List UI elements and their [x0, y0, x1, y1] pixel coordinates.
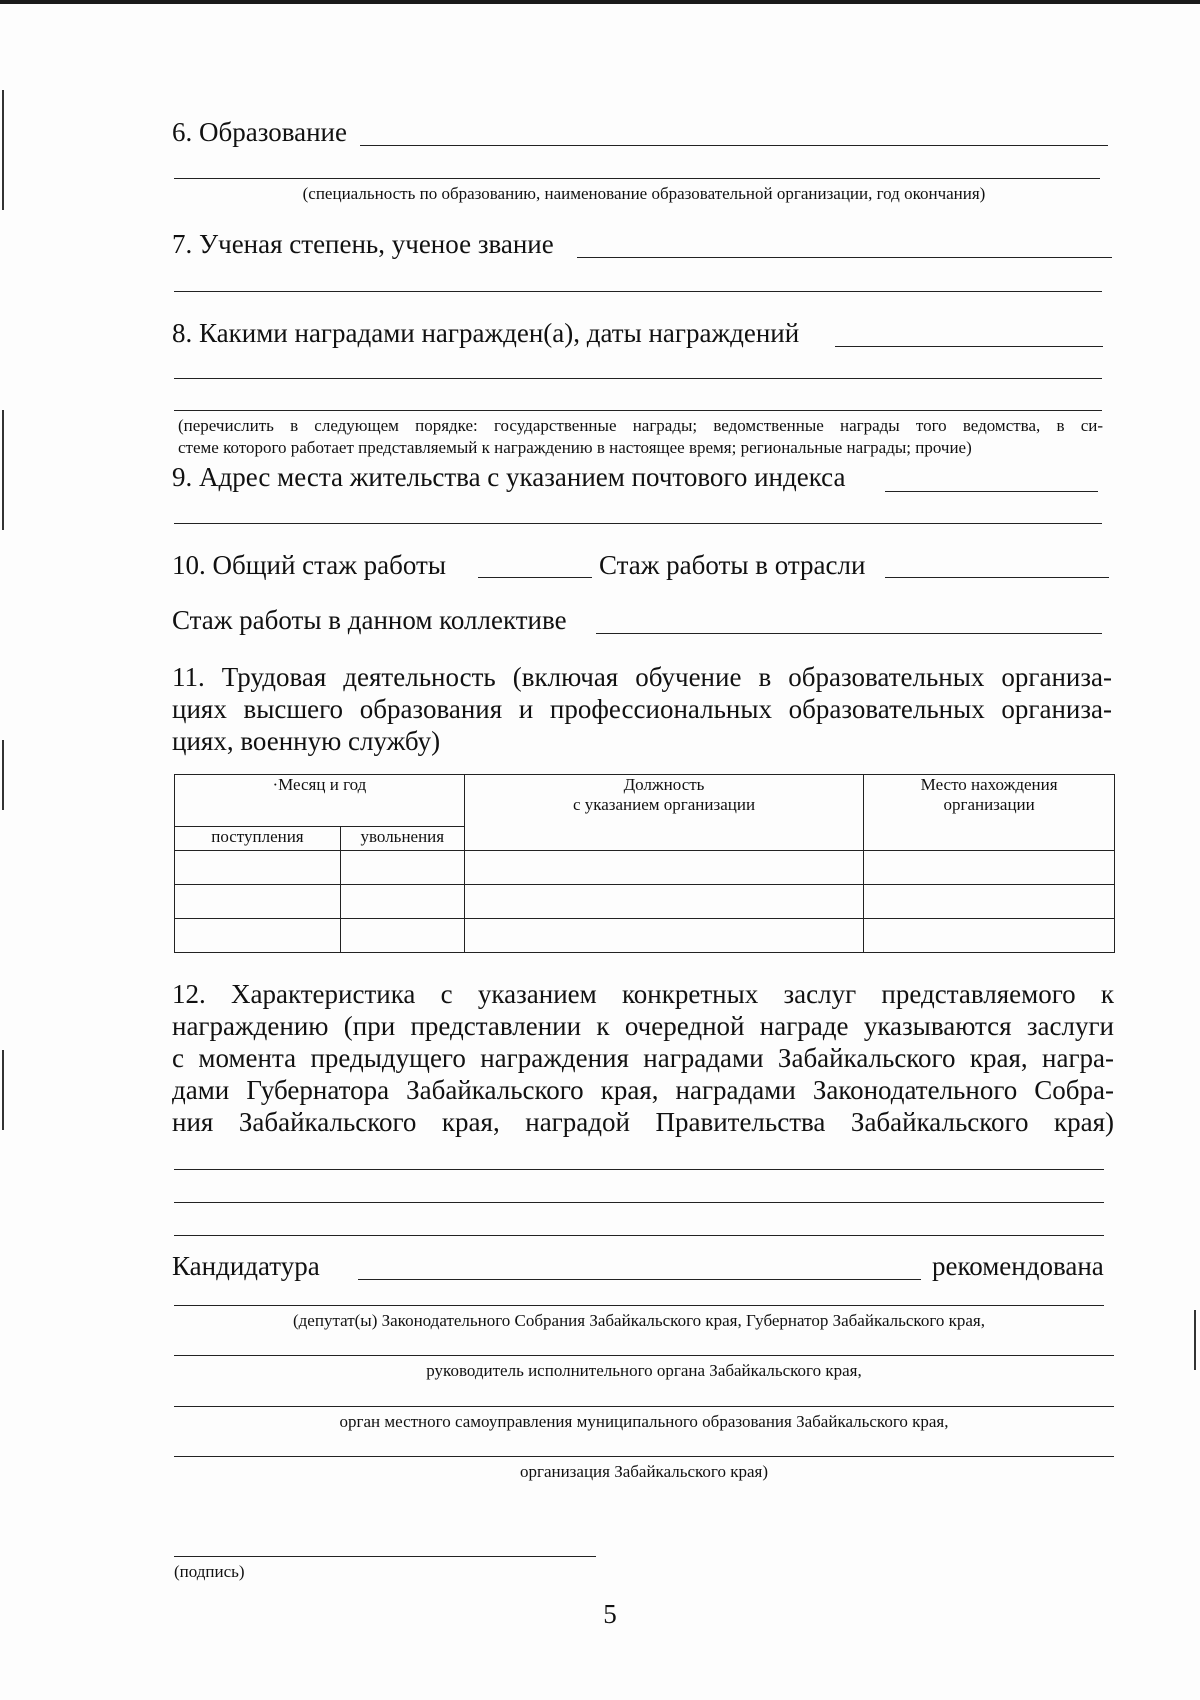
characteristic-line-3: с момента предыдущего награждения наградами Забайкальского края, награ- — [172, 1043, 1114, 1073]
characteristic-field-line-2[interactable] — [174, 1202, 1104, 1203]
awards-field-line-2[interactable] — [174, 378, 1102, 379]
candidacy-label: Кандидатура — [172, 1251, 320, 1281]
scan-left-edge-mark — [2, 1050, 4, 1130]
degree-label: 7. Ученая степень, ученое звание — [172, 229, 554, 259]
table-cell[interactable] — [175, 851, 341, 885]
awards-label: 8. Какими наградами награжден(а), даты награждений — [172, 318, 800, 348]
awards-hint-line-2: стеме которого работает представляемый к награждению в настоящее время; региональные награды; прочие) — [178, 438, 972, 457]
header-start-date: поступления — [175, 827, 341, 851]
table-cell[interactable] — [340, 851, 464, 885]
team-experience-label: Стаж работы в данном коллективе — [172, 605, 567, 635]
table-cell[interactable] — [340, 885, 464, 919]
characteristic-line-4: дами Губернатора Забайкальского края, наградами Законодательного Собра- — [172, 1075, 1114, 1105]
header-month-year: ·Месяц и год — [175, 775, 465, 827]
table-cell[interactable] — [175, 919, 341, 953]
signature-line[interactable] — [174, 1556, 596, 1557]
scan-left-edge-mark — [2, 740, 4, 810]
degree-field-line-2[interactable] — [174, 291, 1102, 292]
education-label: 6. Образование — [172, 117, 347, 147]
signature-label: (подпись) — [174, 1562, 245, 1581]
recommender-hint-1: (депутат(ы) Законодательного Собрания Забайкальского края, Губернатор Забайкальского края, — [293, 1311, 985, 1330]
table-cell[interactable] — [464, 851, 863, 885]
candidacy-field-line[interactable] — [358, 1279, 921, 1280]
work-history-table — [174, 774, 1115, 953]
recommender-line-1[interactable] — [174, 1305, 1104, 1306]
recommender-line-2[interactable] — [174, 1355, 1114, 1356]
education-field-line-2[interactable] — [174, 178, 1100, 179]
recommender-hint-3: орган местного самоуправления муниципального образования Забайкальского края, — [339, 1412, 949, 1431]
header-location: Место нахождения организации — [864, 775, 1115, 851]
scan-top-edge — [0, 0, 1200, 4]
scan-left-edge-mark — [2, 410, 4, 530]
scan-right-edge-mark — [1194, 1310, 1196, 1370]
recommender-line-4[interactable] — [174, 1456, 1114, 1457]
characteristic-line-2: награждению (при представлении к очередной награде указываются заслуги — [172, 1011, 1114, 1041]
header-position: Должность с указанием организации — [464, 775, 863, 851]
awards-hint-line-1: (перечислить в следующем порядке: государственные награды; ведомственные награды того ведомства, в си- — [178, 416, 1103, 435]
work-history-title-line-3: циях, военную службу) — [172, 726, 441, 756]
address-field-line-2[interactable] — [174, 523, 1102, 524]
candidacy-recommended: рекомендована — [932, 1251, 1104, 1281]
table-cell[interactable] — [175, 885, 341, 919]
scan-left-edge-mark — [2, 90, 4, 210]
industry-experience-label: Стаж работы в отрасли — [599, 550, 866, 580]
recommender-hint-2: руководитель исполнительного органа Забайкальского края, — [426, 1361, 862, 1380]
degree-field-line[interactable] — [577, 257, 1112, 258]
address-field-line[interactable] — [885, 491, 1098, 492]
address-label: 9. Адрес места жительства с указанием почтового индекса — [172, 462, 846, 492]
table-cell[interactable] — [864, 851, 1115, 885]
total-experience-field[interactable] — [478, 577, 592, 578]
recommender-hint-4: организация Забайкальского края) — [519, 1462, 769, 1481]
table-cell[interactable] — [340, 919, 464, 953]
table-cell[interactable] — [464, 919, 863, 953]
total-experience-label: 10. Общий стаж работы — [172, 550, 446, 580]
work-history-title-line-2: циях высшего образования и профессиональных образовательных организа- — [172, 694, 1112, 724]
team-experience-field[interactable] — [596, 633, 1102, 634]
recommender-line-3[interactable] — [174, 1406, 1114, 1407]
page-number: 5 — [603, 1599, 617, 1629]
education-field-line[interactable] — [360, 145, 1108, 146]
awards-field-line-3[interactable] — [174, 410, 1102, 411]
characteristic-line-1: 12. Характеристика с указанием конкретных заслуг представляемого к — [172, 979, 1114, 1009]
characteristic-field-line-3[interactable] — [174, 1235, 1104, 1236]
education-hint: (специальность по образованию, наименование образовательной организации, год окончания) — [302, 184, 986, 203]
characteristic-field-line-1[interactable] — [174, 1169, 1104, 1170]
table-cell[interactable] — [864, 885, 1115, 919]
table-cell[interactable] — [464, 885, 863, 919]
awards-field-line[interactable] — [835, 346, 1103, 347]
header-end-date: увольнения — [340, 827, 464, 851]
industry-experience-field[interactable] — [885, 577, 1109, 578]
work-history-title-line-1: 11. Трудовая деятельность (включая обучение в образовательных организа- — [172, 662, 1112, 692]
table-cell[interactable] — [864, 919, 1115, 953]
characteristic-line-5: ния Забайкальского края, наградой Правительства Забайкальского края) — [172, 1107, 1114, 1137]
